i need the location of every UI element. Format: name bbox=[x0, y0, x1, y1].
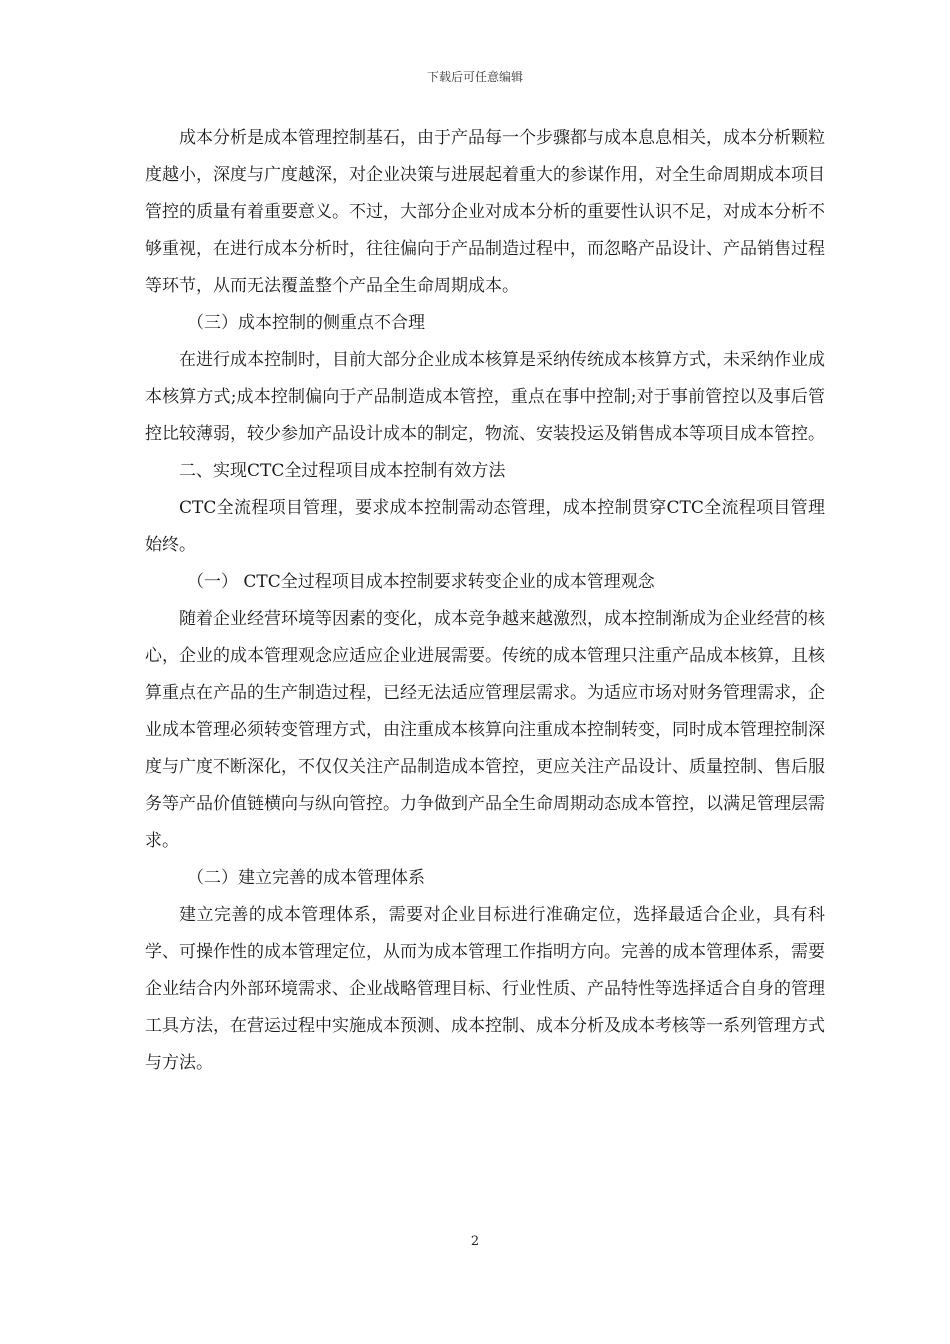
section-heading-1: （一） CTC全过程项目成本控制要求转变企业的成本管理观念 bbox=[187, 572, 655, 592]
paragraph-management-system: 建立完善的成本管理体系，需要对企业目标进行准确定位，选择最适合企业，具有科学、可操作性的成本管理定位，从而为成本管理工作指明方向。完善的成本管理体系，需要企业结合内外部环境需求、企业战略管理目标、行业性质、产品特性等选择适合自身的管理工具方法，在营运过程中实施成本预测、成本控制、成本分析及成本考核等一系列管理方式与方法。 bbox=[145, 905, 825, 1073]
paragraph-cost-control: 在进行成本控制时，目前大部分企业成本核算是采纳传统成本核算方式，未采纳作业成本核算方式;成本控制偏向于产品制造成本管控，重点在事中控制;对于事前管控以及事后管控比较薄弱，较少参加产品设计成本的制定，物流、安装投运及销售成本等项目成本管控。 bbox=[145, 350, 825, 444]
page-header: 下载后可任意编辑 bbox=[426, 70, 523, 84]
page-number: 2 bbox=[470, 1234, 480, 1249]
paragraph-cost-analysis: 成本分析是成本管理控制基石，由于产品每一个步骤都与成本息息相关，成本分析颗粒度越小，深度与广度越深，对企业决策与进展起着重大的参谋作用，对全生命周期成本项目管控的质量有着重要意义。不过，大部分企业对成本分析的重要性认识不足，对成本分析不够重视，在进行成本分析时，往往偏向于产品制造过程中，而忽略产品设计、产品销售过程等环节，从而无法覆盖整个产品全生命周期成本。 bbox=[145, 128, 825, 296]
document-body bbox=[145, 120, 825, 1082]
section-heading-3: （三）成本控制的侧重点不合理 bbox=[187, 313, 425, 333]
section-heading-2: （二）建立完善的成本管理体系 bbox=[187, 868, 425, 888]
paragraph-ctc-intro: CTC全流程项目管理，要求成本控制需动态管理，成本控制贯穿CTC全流程项目管理始终。 bbox=[145, 498, 825, 555]
paragraph-management-concept: 随着企业经营环境等因素的变化，成本竞争越来越激烈，成本控制渐成为企业经营的核心，企业的成本管理观念应适应企业进展需要。传统的成本管理只注重产品成本核算，且核算重点在产品的生产制造过程，已经无法适应管理层需求。为适应市场对财务管理需求，企业成本管理必须转变管理方式，由注重成本核算向注重成本控制转变，同时成本管理控制深度与广度不断深化，不仅仅关注产品制造成本管控，更应关注产品设计、质量控制、售后服务等产品价值链横向与纵向管控。力争做到产品全生命周期动态成本管控，以满足管理层需求。 bbox=[145, 609, 825, 851]
chapter-heading-2: 二、实现CTC全过程项目成本控制有效方法 bbox=[179, 461, 506, 481]
